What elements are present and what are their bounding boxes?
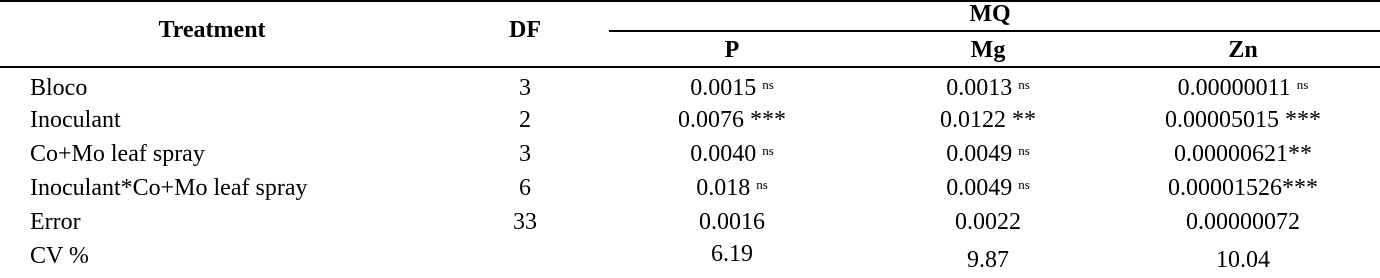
mg-cell: 9.87 (967, 247, 1009, 273)
p-cell: 0.0076 *** (678, 107, 786, 133)
p-cell: 0.0015 $^{ns}$ (690, 75, 774, 101)
header-zn: Zn (1228, 37, 1258, 63)
p-cell: 0.0016 (699, 209, 765, 235)
treatment-cell: Inoculant (30, 107, 121, 133)
treatment-cell: CV % (30, 243, 89, 269)
df-cell: 3 (519, 141, 531, 167)
header-p: P (724, 37, 740, 63)
p-cell: 0.0040 $^{ns}$ (690, 141, 774, 167)
mg-cell: 0.0013 $^{ns}$ (946, 75, 1030, 101)
zn-cell: 0.00000011 $^{ns}$ (1177, 75, 1309, 101)
zn-cell: 0.00000621** (1174, 141, 1312, 167)
header-mg: Mg (970, 37, 1006, 63)
df-cell: 2 (519, 107, 531, 133)
treatment-cell: Bloco (30, 75, 88, 101)
top-rule (0, 0, 1380, 2)
mq-rule (609, 30, 1380, 32)
treatment-cell: Co+Mo leaf spray (30, 141, 205, 167)
zn-cell: 0.00000072 (1186, 209, 1300, 235)
mg-cell: 0.0022 (955, 209, 1021, 235)
df-cell: 6 (519, 175, 531, 201)
mg-cell: 0.0049 $^{ns}$ (946, 141, 1030, 167)
header-df: DF (509, 17, 541, 43)
zn-cell: 10.04 (1216, 247, 1270, 273)
zn-cell: 0.00001526*** (1168, 175, 1318, 201)
mg-cell: 0.0122 ** (940, 107, 1036, 133)
p-cell: 6.19 (711, 241, 753, 267)
zn-cell: 0.00005015 *** (1165, 107, 1321, 133)
treatment-cell: Inoculant*Co+Mo leaf spray (30, 175, 308, 201)
p-cell: 0.018 $^{ns}$ (696, 175, 768, 201)
header-mq: MQ (969, 1, 1011, 27)
df-cell: 3 (519, 75, 531, 101)
header-treatment: Treatment (158, 17, 266, 43)
header-rule (0, 66, 1380, 68)
treatment-cell: Error (30, 209, 81, 235)
mg-cell: 0.0049 $^{ns}$ (946, 175, 1030, 201)
df-cell: 33 (513, 209, 537, 235)
